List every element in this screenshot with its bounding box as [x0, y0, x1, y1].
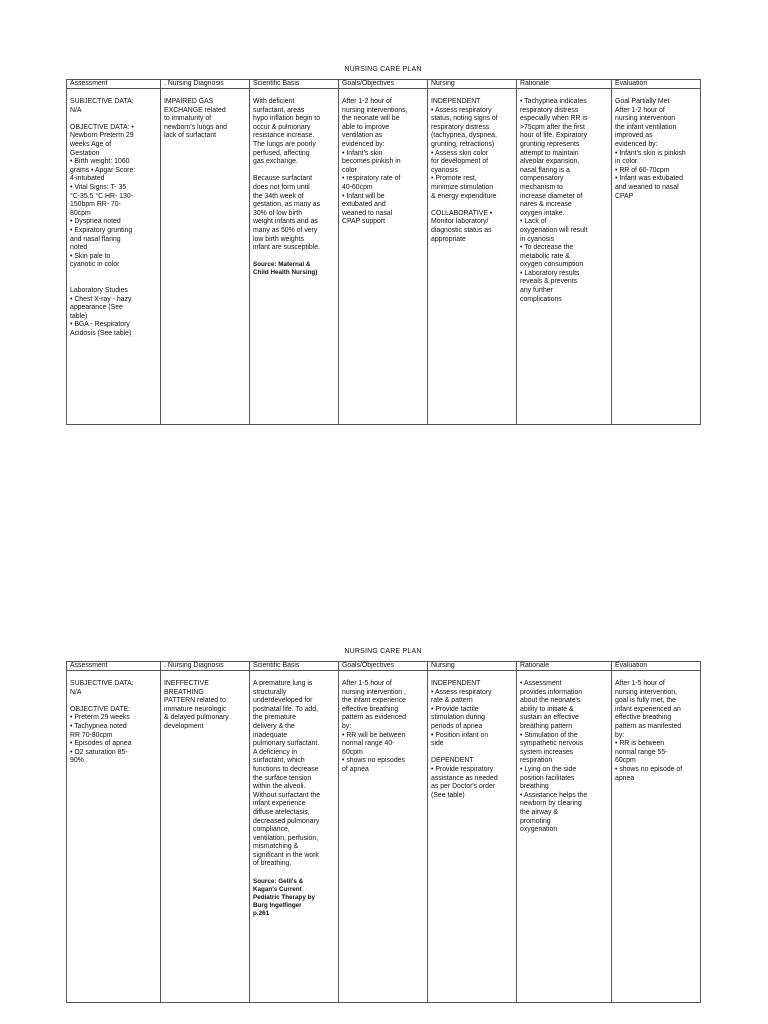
- source-citation: Kagan's Current: [253, 885, 302, 893]
- cell-text-line: of apnea: [342, 765, 369, 773]
- cell-text-line: sympathetic nervous: [520, 740, 584, 748]
- col-header-nursing-diagnosis: . Nursing Diagnosis: [161, 662, 250, 671]
- col-header-nursing-diagnosis: . Nursing Diagnosis: [161, 80, 250, 89]
- source-citation: Burg Ingelfinger: [253, 902, 302, 910]
- cell-text-line: • RR of 60-70cpm: [615, 166, 670, 174]
- cell-text-line: mechanism to: [520, 183, 563, 191]
- cell-text-line: effective breathing: [342, 705, 399, 713]
- cell-text-line: any further: [520, 287, 553, 295]
- scientific-basis-cell: [250, 89, 339, 425]
- cell-text-line: 4-intubated: [70, 175, 105, 183]
- cell-text-line: weaned to nasal: [342, 209, 393, 217]
- cell-text-line: °C-35.5 °C HR- 130-: [70, 192, 133, 200]
- cell-text-line: the premature: [253, 714, 296, 722]
- cell-text-line: oxygenation: [520, 826, 558, 834]
- cell-text-line: status, noting signs of: [431, 115, 498, 123]
- source-citation: p.261: [253, 910, 270, 918]
- nursing-diagnosis-cell: [161, 89, 250, 425]
- cell-text-line: respiratory distress: [520, 106, 579, 114]
- cell-text-line: • Episodes of apnea: [70, 740, 132, 748]
- cell-text-line: of breathing.: [253, 860, 292, 868]
- cell-text-line: grunting represents: [520, 140, 580, 148]
- cell-text-line: by:: [342, 722, 352, 730]
- nursing-diagnosis-cell: [161, 671, 250, 1003]
- cell-text-line: apnea: [615, 774, 635, 782]
- cell-text-line: Because surfactant: [253, 175, 312, 183]
- cell-text-line: and weaned to nasal: [615, 183, 679, 191]
- cell-text-line: CPAP: [615, 192, 634, 200]
- cell-text-line: extubated and: [342, 201, 386, 209]
- cell-text-line: • Birth weight: 1060: [70, 158, 130, 166]
- cell-text-line: the airway &: [520, 808, 558, 816]
- cell-text-line: occur & pulmonary: [253, 123, 311, 131]
- cell-text-line: • Dyspnea noted: [70, 218, 121, 226]
- cell-text-line: 60cpm: [615, 757, 636, 765]
- cell-text-line: INDEPENDENT: [431, 680, 481, 687]
- cell-text-line: nursing intervention,: [615, 688, 678, 696]
- cell-text-line: the infant experience: [342, 697, 406, 705]
- cell-text-line: appropriate: [431, 235, 466, 243]
- cell-text-line: OBJECTIVE DATE:: [70, 705, 130, 713]
- cell-text-line: rate & pattern: [431, 697, 473, 705]
- cell-text-line: evidenced by:: [342, 140, 385, 148]
- cell-text-line: ability to initiate &: [520, 705, 574, 713]
- cell-text-line: After 1-5 hour of: [342, 680, 392, 687]
- cell-text-line: surfactant, areas: [253, 106, 305, 114]
- cell-text-line: pattern as manifested: [615, 722, 682, 730]
- cell-text-line: Newborn Preterm 29: [70, 132, 134, 140]
- cell-text-line: • Infant's skin: [342, 149, 383, 157]
- table-row: [67, 89, 701, 425]
- cell-text-line: oxygenation will result: [520, 226, 588, 234]
- cell-text-line: mismatching &: [253, 843, 299, 851]
- cell-text-line: EXCHANGE related: [164, 106, 226, 114]
- cell-text-line: development: [164, 722, 204, 730]
- cell-text-line: minimize stimulation: [431, 183, 494, 191]
- cell-text-line: about the neonate's: [520, 697, 581, 705]
- nursing-care-plan-1: [66, 66, 700, 425]
- cell-text-line: (tachypnea, dyspnea,: [431, 132, 497, 140]
- cell-text-line: the infant ventilation: [615, 123, 677, 131]
- cell-text-line: >75cpm after the first: [520, 123, 585, 131]
- cell-text-line: inadequate: [253, 731, 288, 739]
- col-header-nursing: Nursing: [428, 662, 517, 671]
- cell-text-line: noted: [70, 244, 88, 252]
- cell-text-line: • Assess skin color: [431, 149, 489, 157]
- cell-text-line: complications: [520, 295, 562, 303]
- cell-text-line: BREATHING: [164, 688, 204, 696]
- line-gap: [253, 167, 335, 176]
- cell-text-line: periods of apnea: [431, 722, 483, 730]
- cell-text-line: respiratory distress: [431, 123, 490, 131]
- cell-text-line: promoting: [520, 817, 551, 825]
- cell-text-line: resistance increase.: [253, 132, 315, 140]
- cell-text-line: The lungs are poorly: [253, 140, 316, 148]
- source-citation: Pediatric Therapy by: [253, 894, 315, 902]
- cell-text-line: in color: [615, 158, 638, 166]
- cell-text-line: PATTERN related to: [164, 697, 226, 705]
- cell-text-line: COLLABORATIVE •: [431, 209, 493, 217]
- cell-text-line: normal range 40-: [342, 740, 395, 748]
- rationale-cell: [517, 89, 612, 425]
- cell-text-line: by:: [615, 731, 625, 739]
- cell-text-line: the 34th week of: [253, 192, 304, 200]
- cell-text-line: • Assessment: [520, 680, 562, 687]
- source-citation: Source: Gelli's &: [253, 877, 304, 885]
- cell-text-line: • Lack of: [520, 218, 547, 226]
- scientific-basis-cell: [250, 671, 339, 1003]
- line-gap: [253, 869, 335, 878]
- cell-text-line: becomes pinkish in: [342, 158, 401, 166]
- cell-text-line: • Chest X-ray - hazy: [70, 295, 132, 303]
- table-row: [67, 671, 701, 1003]
- cell-text-line: ventilation, perfusion,: [253, 834, 319, 842]
- cell-text-line: provides information: [520, 688, 583, 696]
- cell-text-line: nasal flaring is a: [520, 166, 570, 174]
- cell-text-line: metabolic rate &: [520, 252, 570, 260]
- col-header-goals-objectives: Goals/Objectives: [339, 80, 428, 89]
- cell-text-line: • Skin pale to: [70, 252, 111, 260]
- line-gap: [431, 749, 513, 758]
- cell-text-line: IMPAIRED GAS: [164, 98, 214, 105]
- cell-text-line: decreased pulmonary: [253, 817, 320, 825]
- cell-text-line: position facilitates: [520, 774, 575, 782]
- cell-text-line: • shows no episodes: [342, 757, 405, 765]
- cell-text-line: gas exchange.: [253, 158, 298, 166]
- cell-text-line: Without surfactant the: [253, 791, 321, 799]
- cell-text-line: 30% of low birth: [253, 209, 303, 217]
- cell-text-line: 150bpm RR- 70-: [70, 201, 121, 209]
- cell-text-line: increase diameter of: [520, 192, 583, 200]
- cell-text-line: • Assistance helps the: [520, 791, 588, 799]
- cell-text-line: compliance,: [253, 826, 290, 834]
- nursing-care-plan-2: [66, 648, 700, 1003]
- cell-text-line: newborn's lungs and: [164, 123, 227, 131]
- cell-text-line: to immaturity of: [164, 115, 212, 123]
- cell-text-line: nares & increase: [520, 201, 572, 209]
- cell-text-line: infant experienced an: [615, 705, 681, 713]
- col-header-scientific-basis: Scientific Basis: [250, 662, 339, 671]
- cell-text-line: 40-60cpm: [342, 183, 373, 191]
- cell-text-line: • shows no episode of: [615, 765, 683, 773]
- cell-text-line: 80cpm: [70, 209, 91, 217]
- cell-text-line: N/A: [70, 688, 82, 696]
- cell-text-line: weight infants and as: [253, 218, 318, 226]
- cell-text-line: 60cpm: [342, 748, 363, 756]
- cell-text-line: perfused, affecting: [253, 149, 310, 157]
- cell-text-line: OBJECTIVE DATA: •: [70, 123, 134, 131]
- source-citation: Source: Maternal &: [253, 261, 311, 269]
- cell-text-line: hour of life. Expiratory: [520, 132, 588, 140]
- goals-objectives-cell: [339, 671, 428, 1003]
- cell-text-line: improved as: [615, 132, 653, 140]
- cell-text-line: A deficiency in: [253, 748, 298, 756]
- cell-text-line: evidenced by:: [615, 140, 658, 148]
- cell-text-line: significant in the work: [253, 851, 319, 859]
- cell-text-line: Monitor laboratory/: [431, 218, 489, 226]
- cell-text-line: especially when RR is: [520, 115, 588, 123]
- cell-text-line: RR 70-80cpm: [70, 731, 113, 739]
- cell-text-line: sustain an effective: [520, 714, 579, 722]
- cell-text-line: does not form until: [253, 183, 310, 191]
- cell-text-line: DEPENDENT: [431, 757, 474, 765]
- care-plan-table: [66, 661, 701, 1003]
- cell-text-line: pulmonary surfactant.: [253, 740, 320, 748]
- cell-text-line: reveals & prevents: [520, 278, 578, 286]
- col-header-scientific-basis: Scientific Basis: [250, 80, 339, 89]
- nursing-cell: [428, 671, 517, 1003]
- cell-text-line: • Tachypnea noted: [70, 722, 127, 730]
- plan-title: NURSING CARE PLAN: [344, 648, 422, 655]
- rationale-cell: [517, 671, 612, 1003]
- cell-text-line: in cyanosis: [520, 235, 555, 243]
- cell-text-line: N/A: [70, 106, 82, 114]
- cell-text-line: weeks Age of: [70, 140, 111, 148]
- cell-text-line: • Stimulation of the: [520, 731, 578, 739]
- cell-text-line: the surface tension: [253, 774, 312, 782]
- header-row: [67, 80, 701, 89]
- cell-text-line: within the alveoli.: [253, 783, 306, 791]
- cell-text-line: the neonate will be: [342, 115, 400, 123]
- cell-text-line: INDEPENDENT: [431, 98, 481, 105]
- assessment-cell: [67, 89, 161, 425]
- cell-text-line: • BGA - Respiratory: [70, 321, 130, 329]
- cell-text-line: grams • Apgar Score:: [70, 166, 136, 174]
- cell-text-line: goal is fully met, the: [615, 697, 676, 705]
- cell-text-line: stimulation during: [431, 714, 486, 722]
- cell-text-line: lack of surfactant: [164, 132, 217, 140]
- col-header-goals-objectives: Goals/Objectives: [339, 662, 428, 671]
- cell-text-line: underdeveloped for: [253, 697, 313, 705]
- goals-objectives-cell: [339, 89, 428, 425]
- evaluation-cell: [612, 671, 701, 1003]
- cell-text-line: and nasal flaring: [70, 235, 121, 243]
- cell-text-line: nursing interventions,: [342, 106, 408, 114]
- line-gap: [70, 115, 157, 124]
- line-gap: [70, 270, 157, 279]
- cell-text-line: postnatal life. To add,: [253, 705, 318, 713]
- cell-text-line: normal range 55-: [615, 748, 668, 756]
- cell-text-line: • RR will be between: [342, 731, 406, 739]
- cell-text-line: • Infant's skin is pinkish: [615, 149, 686, 157]
- cell-text-line: nursing intervention: [615, 115, 676, 123]
- header-row: [67, 662, 701, 671]
- source-citation: Child Health Nursing): [253, 269, 318, 277]
- cell-text-line: attempt to maintain: [520, 149, 579, 157]
- cell-text-line: immature neurologic: [164, 705, 227, 713]
- line-gap: [431, 201, 513, 210]
- cell-text-line: table): [70, 312, 88, 320]
- col-header-nursing: Nursing: [428, 80, 517, 89]
- cell-text-line: cyanotic in color: [70, 261, 120, 269]
- col-header-evaluation: Evaluation: [612, 662, 701, 671]
- cell-text-line: newborn by clearing: [520, 800, 582, 808]
- cell-text-line: as per Doctor's order: [431, 783, 496, 791]
- cell-text-line: pattern as evidenced: [342, 714, 406, 722]
- line-gap: [253, 253, 335, 262]
- cell-text-line: low birth weights: [253, 235, 304, 243]
- cell-text-line: • Assess respiratory: [431, 106, 492, 114]
- cell-text-line: many as 50% of very: [253, 226, 318, 234]
- cell-text-line: • Position infant on: [431, 731, 489, 739]
- assessment-cell: [67, 671, 161, 1003]
- cell-text-line: alveolar expansion,: [520, 158, 580, 166]
- cell-text-line: Laboratory Studies: [70, 287, 128, 295]
- cell-text-line: hypo inflation begin to: [253, 115, 321, 123]
- cell-text-line: • Provide respiratory: [431, 765, 494, 773]
- cell-text-line: SUBJECTIVE DATA:: [70, 680, 134, 687]
- cell-text-line: Acidosis (See table): [70, 330, 132, 338]
- cell-text-line: & delayed pulmonary: [164, 714, 229, 722]
- col-header-assessment: Assessment: [67, 80, 161, 89]
- cell-text-line: system increases: [520, 748, 574, 756]
- cell-text-line: color: [342, 166, 357, 174]
- cell-text-line: • To decrease the: [520, 244, 574, 252]
- cell-text-line: • Infant will be: [342, 192, 385, 200]
- cell-text-line: After 1-2 hour of: [615, 106, 665, 114]
- cell-text-line: infant are susceptible.: [253, 244, 321, 252]
- cell-text-line: • Preterm 29 weeks: [70, 714, 130, 722]
- cell-text-line: structurally: [253, 688, 287, 696]
- cell-text-line: able to improve: [342, 123, 390, 131]
- cell-text-line: respiration: [520, 757, 553, 765]
- cell-text-line: & energy expenditure: [431, 192, 497, 200]
- cell-text-line: A premature lung is: [253, 680, 313, 687]
- cell-text-line: diffuse atelectasis,: [253, 808, 310, 816]
- col-header-assessment: Assessment: [67, 662, 161, 671]
- col-header-rationale: Rationale: [517, 662, 612, 671]
- line-gap: [70, 697, 157, 706]
- cell-text-line: effective breathing: [615, 714, 672, 722]
- cell-text-line: for development of: [431, 158, 489, 166]
- cell-text-line: breathing: [520, 783, 549, 791]
- cell-text-line: • Tachypnea indicates: [520, 98, 587, 105]
- cell-text-line: INEFFECTIVE: [164, 680, 209, 687]
- cell-text-line: breathing pattern: [520, 722, 573, 730]
- cell-text-line: ventilation as: [342, 132, 383, 140]
- cell-text-line: • Vital Signs: T- 35: [70, 183, 127, 191]
- cell-text-line: appearance (See: [70, 304, 123, 312]
- line-gap: [70, 278, 157, 287]
- nursing-cell: [428, 89, 517, 425]
- cell-text-line: functions to decrease: [253, 765, 319, 773]
- cell-text-line: gestation, as many as: [253, 201, 321, 209]
- cell-text-line: SUBJECTIVE DATA:: [70, 98, 134, 105]
- care-plan-table: [66, 79, 701, 425]
- cell-text-line: CPAP support: [342, 218, 386, 226]
- cell-text-line: oxygen intake.: [520, 209, 565, 217]
- cell-text-line: • Promote rest,: [431, 175, 477, 183]
- cell-text-line: side: [431, 740, 444, 748]
- cell-text-line: nursing intervention ,: [342, 688, 406, 696]
- cell-text-line: surfactant, which: [253, 757, 305, 765]
- plan-title: NURSING CARE PLAN: [344, 66, 422, 73]
- cell-text-line: • Lying on the side: [520, 765, 577, 773]
- cell-text-line: cyanosis: [431, 166, 458, 174]
- col-header-evaluation: Evaluation: [612, 80, 701, 89]
- cell-text-line: • Assess respiratory: [431, 688, 492, 696]
- cell-text-line: With deficient: [253, 98, 295, 105]
- cell-text-line: • Expiratory grunting: [70, 226, 133, 234]
- cell-text-line: (See table): [431, 791, 465, 799]
- evaluation-cell: [612, 89, 701, 425]
- cell-text-line: After 1-2 hour of: [342, 98, 392, 105]
- cell-text-line: grunting, retractions): [431, 140, 495, 148]
- cell-text-line: • respiratory rate of: [342, 175, 401, 183]
- cell-text-line: diagnostic status as: [431, 226, 492, 234]
- cell-text-line: Gestation: [70, 149, 100, 157]
- col-header-rationale: Rationale: [517, 80, 612, 89]
- cell-text-line: • RR is between: [615, 740, 665, 748]
- cell-text-line: infant experience: [253, 800, 306, 808]
- cell-text-line: • Provide tactile: [431, 705, 479, 713]
- cell-text-line: • Laboratory results: [520, 269, 580, 277]
- cell-text-line: oxygen consumption: [520, 261, 584, 269]
- cell-text-line: Goal Partially Met: [615, 98, 670, 105]
- cell-text-line: After 1-5 hour of: [615, 680, 665, 687]
- cell-text-line: • O2 saturation 85-: [70, 748, 128, 756]
- cell-text-line: compensatory: [520, 175, 564, 183]
- cell-text-line: delivery & the: [253, 722, 295, 730]
- cell-text-line: • Infant was extubated: [615, 175, 683, 183]
- cell-text-line: 90%: [70, 757, 84, 765]
- cell-text-line: assistance as needed: [431, 774, 498, 782]
